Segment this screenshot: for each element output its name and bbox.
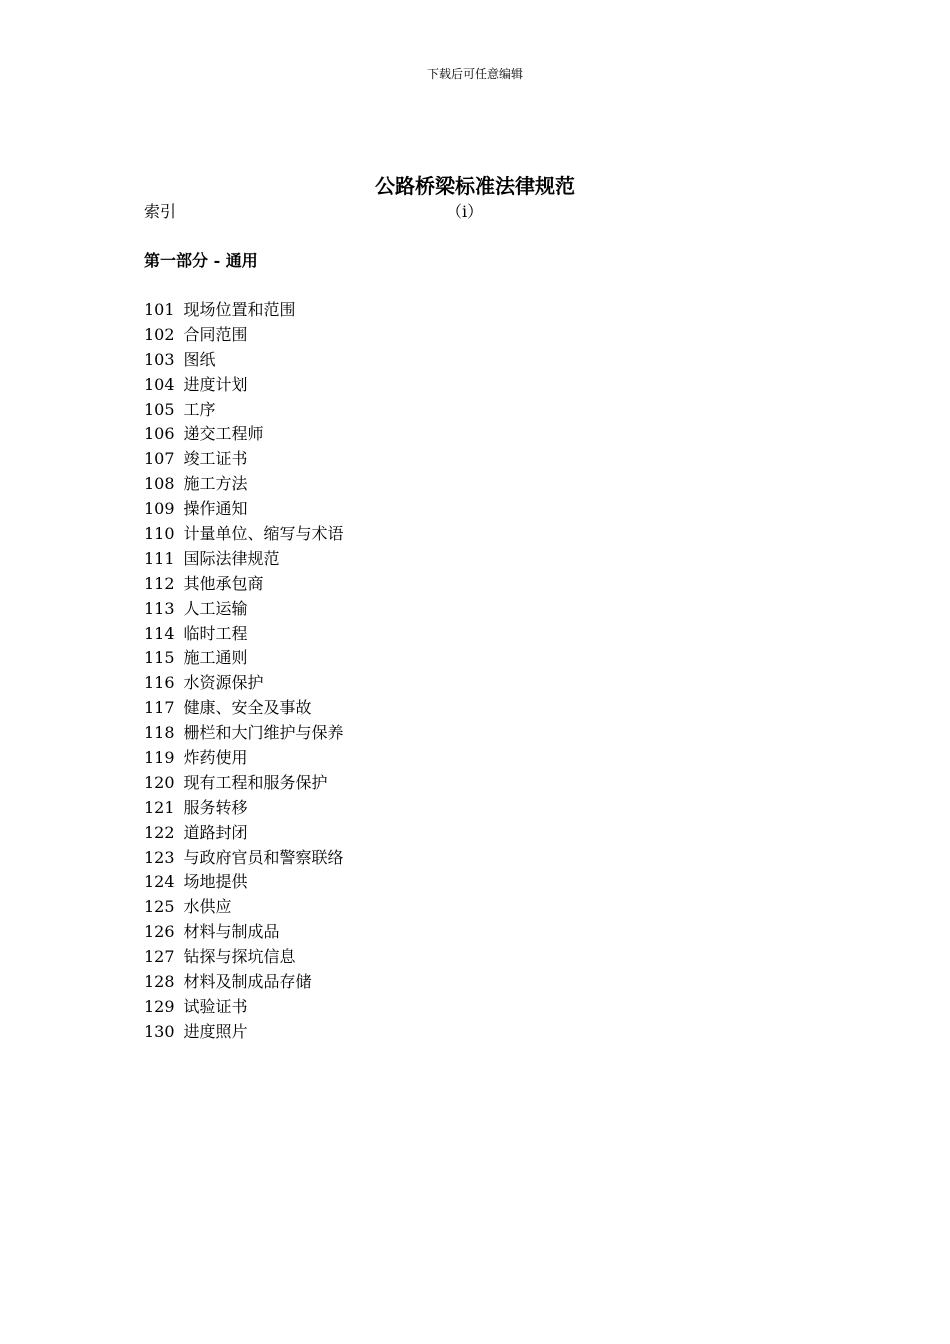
toc-item — [144, 523, 344, 548]
toc-list — [144, 299, 344, 1046]
toc-item-text: 现有工程和服务保护 — [183, 772, 328, 792]
document-title: 公路桥梁标准法律规范 — [375, 174, 575, 198]
toc-item-text: 钻探与探坑信息 — [183, 947, 296, 967]
toc-item-text: 材料及制成品存储 — [183, 972, 312, 992]
toc-item — [144, 896, 344, 921]
toc-item-text: 材料与制成品 — [183, 922, 280, 942]
toc-item — [144, 921, 344, 946]
toc-item-number: 129 — [144, 996, 175, 1016]
toc-item-number: 130 — [144, 1021, 175, 1041]
toc-item-text: 图纸 — [183, 349, 216, 369]
toc-item — [144, 1021, 344, 1046]
toc-item-text: 试验证书 — [183, 996, 248, 1016]
toc-item-text: 场地提供 — [183, 872, 248, 892]
toc-item — [144, 747, 344, 772]
toc-item — [144, 672, 344, 697]
toc-item-text: 现场位置和范围 — [183, 300, 296, 319]
toc-item — [144, 971, 344, 996]
toc-item-number: 110 — [144, 524, 175, 544]
toc-item-number: 106 — [144, 424, 175, 444]
toc-item — [144, 697, 344, 722]
toc-item-number: 128 — [144, 972, 175, 992]
toc-item — [144, 722, 344, 747]
toc-item-number: 119 — [144, 748, 175, 768]
toc-item — [144, 349, 344, 374]
toc-item-number: 127 — [144, 947, 175, 967]
toc-item — [144, 623, 344, 648]
index-row — [144, 201, 644, 223]
toc-item — [144, 996, 344, 1021]
toc-item-text: 服务转移 — [183, 797, 248, 817]
toc-item-text: 水供应 — [183, 897, 232, 917]
toc-item-text: 栅栏和大门维护与保养 — [183, 723, 344, 743]
toc-item-number: 105 — [144, 399, 175, 419]
toc-item-text: 道路封闭 — [183, 822, 248, 842]
toc-item-number: 126 — [144, 922, 175, 942]
toc-item-text: 施工方法 — [183, 474, 248, 494]
toc-item-text: 进度计划 — [183, 374, 248, 394]
toc-item-number: 102 — [144, 324, 175, 344]
toc-item — [144, 797, 344, 822]
toc-item-number: 112 — [144, 573, 175, 593]
toc-item-text: 操作通知 — [183, 499, 248, 519]
toc-item-number: 103 — [144, 349, 175, 369]
toc-item-number: 118 — [144, 723, 175, 743]
toc-item-number: 120 — [144, 772, 175, 792]
toc-item-number: 101 — [144, 300, 175, 319]
toc-item — [144, 399, 344, 424]
toc-item — [144, 324, 344, 349]
toc-item-text: 进度照片 — [183, 1021, 248, 1041]
toc-item-number: 116 — [144, 673, 175, 693]
toc-item-text: 健康、安全及事故 — [183, 698, 312, 718]
toc-item-number: 113 — [144, 598, 175, 618]
toc-item — [144, 946, 344, 971]
toc-item — [144, 374, 344, 399]
toc-item — [144, 847, 344, 872]
section-heading: 第一部分 - 通用 — [144, 251, 258, 270]
toc-item-number: 125 — [144, 897, 175, 917]
index-label: 索引 — [144, 202, 177, 221]
toc-item-number: 122 — [144, 822, 175, 842]
toc-item-text: 竣工证书 — [183, 449, 248, 469]
toc-item-text: 递交工程师 — [183, 424, 264, 444]
toc-item-text: 其他承包商 — [183, 573, 264, 593]
toc-item-number: 114 — [144, 623, 175, 643]
toc-item-number: 104 — [144, 374, 175, 394]
toc-item — [144, 498, 344, 523]
toc-item-text: 人工运输 — [183, 598, 248, 618]
toc-item-text: 施工通则 — [183, 648, 248, 668]
toc-item — [144, 423, 344, 448]
toc-item-text: 工序 — [183, 399, 216, 419]
toc-item-number: 123 — [144, 847, 175, 867]
toc-item — [144, 822, 344, 847]
toc-item-number: 117 — [144, 698, 175, 718]
toc-item-number: 111 — [144, 548, 175, 568]
toc-item-text: 水资源保护 — [183, 673, 264, 693]
toc-item-text: 临时工程 — [183, 623, 248, 643]
toc-item-number: 124 — [144, 872, 175, 892]
toc-item — [144, 647, 344, 672]
toc-item — [144, 548, 344, 573]
page-header-note: 下载后可任意编辑 — [426, 67, 523, 81]
toc-item-text: 国际法律规范 — [183, 548, 280, 568]
toc-item — [144, 448, 344, 473]
toc-item-text: 炸药使用 — [183, 748, 248, 768]
toc-item — [144, 573, 344, 598]
toc-item-text: 合同范围 — [183, 324, 248, 344]
toc-item-number: 109 — [144, 499, 175, 519]
toc-item — [144, 299, 344, 324]
toc-item-text: 计量单位、缩写与术语 — [183, 524, 344, 544]
toc-item — [144, 772, 344, 797]
toc-item — [144, 871, 344, 896]
toc-item-number: 107 — [144, 449, 175, 469]
toc-item-number: 108 — [144, 474, 175, 494]
index-page-number: （i） — [446, 202, 484, 221]
toc-item — [144, 598, 344, 623]
toc-item-number: 121 — [144, 797, 175, 817]
toc-item-text: 与政府官员和警察联络 — [183, 847, 344, 867]
toc-item-number: 115 — [144, 648, 175, 668]
toc-item — [144, 473, 344, 498]
